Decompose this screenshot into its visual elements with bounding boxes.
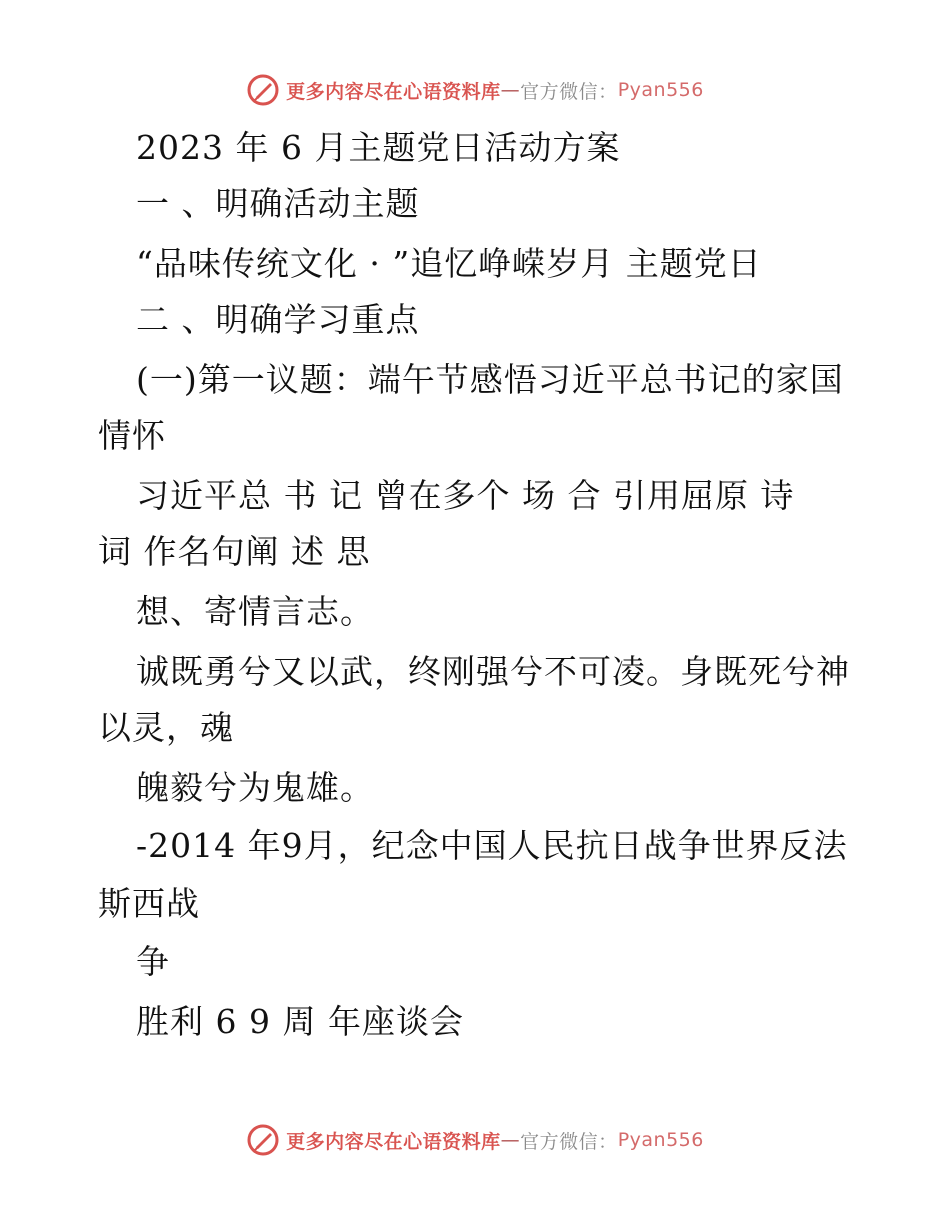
quill-pen-seal-icon xyxy=(246,73,280,107)
quill-pen-seal-icon xyxy=(246,1123,280,1157)
section-heading-2: 二 、明确学习重点 xyxy=(136,300,420,339)
paragraph-line: 想、寄情言志。 xyxy=(136,592,374,631)
paragraph-line: 词 作名句阐 述 思 xyxy=(98,532,371,571)
paragraph-line: 斯西战 xyxy=(98,884,200,923)
watermark-main-text: 更多内容尽在心语资料库 xyxy=(286,80,501,103)
header-watermark xyxy=(0,70,950,110)
watermark-label: 官方微信： xyxy=(520,80,618,103)
paragraph-line: 魄毅兮为鬼雄。 xyxy=(136,768,374,807)
paragraph-line: (一)第一议题：端午节感悟习近平总书记的家国 xyxy=(136,360,844,399)
paragraph-line: 情怀 xyxy=(98,416,166,455)
paragraph-line: 以灵，魂 xyxy=(98,708,234,747)
watermark-main-text: 更多内容尽在心语资料库 xyxy=(286,1130,501,1153)
watermark-id: Pyan556 xyxy=(617,79,704,101)
activity-theme: “品味传统文化 · ”追忆峥嵘岁月 主题党日 xyxy=(136,244,762,283)
section-heading-1: 一 、明确活动主题 xyxy=(136,184,420,223)
paragraph-line: 胜利 6 9 周 年座谈会 xyxy=(136,1002,464,1041)
footer-watermark xyxy=(0,1120,950,1160)
watermark-label: 官方微信： xyxy=(520,1130,618,1153)
paragraph-line: 习近平总 书 记 曾在多个 场 合 引用屈原 诗 xyxy=(136,476,795,515)
watermark-id: Pyan556 xyxy=(617,1129,704,1151)
paragraph-line: -2014 年9月，纪念中国人民抗日战争世界反法 xyxy=(136,826,848,865)
paragraph-line: 争 xyxy=(136,942,170,981)
paragraph-line: 诚既勇兮又以武，终刚强兮不可凌。身既死兮神 xyxy=(136,652,850,691)
watermark-dash: — xyxy=(500,79,521,101)
document-title: 2023 年 6 月主题党日活动方案 xyxy=(136,128,621,167)
watermark-dash: — xyxy=(500,1129,521,1151)
